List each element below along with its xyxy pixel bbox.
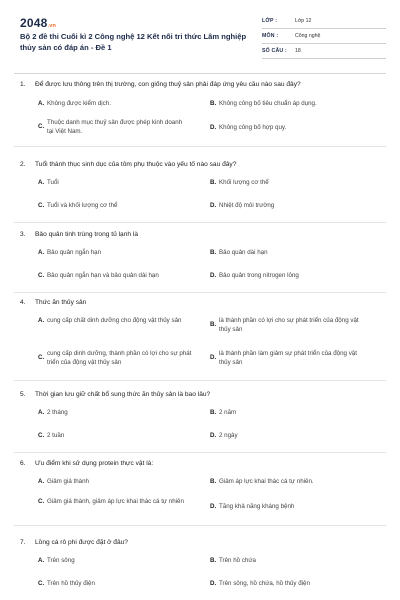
option-letter: C. [38,202,45,209]
document-header [14,10,386,70]
option-text: Không công bố tiêu chuẩn áp dụng. [219,100,317,107]
answer-option[interactable] [38,179,187,188]
answer-option[interactable] [210,124,359,133]
option-letter: A. [38,478,45,485]
header-divider [14,73,386,74]
logo-main: 2048 [20,16,48,30]
question-separator [14,146,386,147]
option-text: 2 năm [219,409,237,416]
answer-option[interactable] [210,350,369,367]
answer-option[interactable] [210,409,359,418]
option-letter: C. [38,272,45,279]
option-letter: B. [210,249,217,256]
option-text: Khối lượng cơ thể [219,179,269,186]
option-letter: C. [38,354,45,362]
answer-option[interactable] [38,432,187,441]
meta-value: Lớp 12 [295,18,312,24]
option-letter: B. [210,557,217,564]
option-letter: D. [210,580,217,587]
question-item [20,80,380,135]
option-text: Tăng khả năng kháng bệnh [219,503,295,510]
question-separator [14,452,386,453]
option-text: Tuổi và khối lượng cơ thể [47,202,118,209]
meta-row-class [262,14,386,29]
question-text: Lồng cá rô phi được đặt ở đâu? [35,539,128,546]
option-text: Giảm giá thành [47,478,89,485]
option-letter: B. [210,409,217,416]
question-number: 6. [20,460,26,467]
option-text: Giảm giá thành, giảm áp lực khai thác cá tự nhiên [47,498,184,505]
meta-row-subject [262,29,386,44]
option-letter: D. [210,202,217,209]
answer-option[interactable] [38,119,187,136]
option-text: Bảo quản dài hạn [219,249,268,256]
answer-option[interactable] [38,202,187,211]
option-text: cung cấp dinh dưỡng, thành phần có lợi cho sự phát triển của động vật thủy sản [47,350,192,366]
option-text: là thành phần có lợi cho sự phát triển của động vật thủy sản [219,317,359,333]
question-item [20,390,380,439]
question-item [20,459,380,510]
meta-label: LỚP : [262,18,278,24]
answer-option[interactable] [38,409,187,418]
answer-option[interactable] [210,317,369,334]
option-text: Trên sông [47,557,75,564]
answer-option[interactable] [38,350,197,367]
option-text: 2 ngày [219,432,238,439]
question-separator [14,380,386,381]
question-separator [14,525,386,526]
answer-option[interactable] [38,100,187,109]
option-letter: D. [210,272,217,279]
option-text: 2 tuần [47,432,65,439]
option-letter: D. [210,503,217,510]
answer-option[interactable] [38,557,187,566]
option-letter: A. [38,179,45,186]
answer-option[interactable] [210,580,379,589]
question-item [20,160,380,209]
option-text: Giảm áp lực khai thác cá tự nhiên. [219,478,314,485]
option-letter: C. [38,498,45,505]
question-item [20,538,380,587]
option-text: là thành phần làm giảm sự phát triển của động vật thủy sản [219,350,357,366]
option-letter: B. [210,100,217,107]
answer-option[interactable] [210,249,359,258]
question-text: Để được lưu thông trên thị trường, con giống thuỷ sản phải đáp ứng yêu cầu nào sau đây? [35,81,301,88]
option-text: Nhiệt độ môi trường [219,202,275,209]
option-letter: D. [210,432,217,439]
question-item [20,230,380,279]
option-text: Tuổi [47,179,59,186]
option-letter: C. [38,580,45,587]
answer-option[interactable] [38,317,187,326]
option-letter: A. [38,409,45,416]
option-letter: B. [210,321,217,329]
meta-value: 18 [295,48,301,54]
question-number: 1. [20,81,26,88]
answer-option[interactable] [38,478,187,487]
question-number: 7. [20,539,26,546]
question-text: Ưu điểm khi sử dụng protein thực vật là: [35,460,154,467]
question-text: Thời gian lưu giữ chất bổ sung thức ăn thủy sản là bao lâu? [35,391,211,398]
document-title: Bộ 2 đề thi Cuối kì 2 Công nghệ 12 Kết nối tri thức Lâm nghiệp thủy sản có đáp án - Đề 1 [20,32,247,52]
option-text: Không công bố hợp quy. [219,124,287,131]
answer-option[interactable] [210,100,359,109]
answer-option[interactable] [210,478,379,487]
answer-option[interactable] [210,557,359,566]
option-letter: B. [210,478,217,485]
option-text: Thuộc danh mục thuỷ sản được phép kinh doanh tại Việt Nam. [47,119,183,135]
answer-option[interactable] [38,272,212,281]
answer-option[interactable] [210,179,359,188]
meta-label: MÔN : [262,33,279,39]
option-letter: C. [38,432,45,439]
question-number: 5. [20,391,26,398]
option-letter: D. [210,124,217,131]
answer-option[interactable] [210,432,359,441]
question-number: 3. [20,231,26,238]
question-text: Tuổi thành thục sinh dục của tôm phụ thuộc vào yếu tố nào sau đây? [35,161,237,168]
question-separator [14,222,386,223]
option-text: 2 tháng [47,409,68,416]
answer-option[interactable] [210,503,359,512]
option-letter: A. [38,317,45,324]
meta-value: Công nghệ [295,33,321,39]
option-letter: C. [38,123,45,131]
option-text: Trên hồ chứa [219,557,256,564]
option-text: Bảo quản trong nitrogen lỏng [219,272,299,279]
option-text: Trên hồ thủy điện [47,580,95,587]
option-letter: A. [38,100,45,107]
option-letter: A. [38,557,45,564]
answer-option[interactable] [38,580,187,589]
site-logo[interactable] [20,16,56,30]
answer-option[interactable] [210,202,359,211]
exam-meta [262,14,386,59]
question-number: 4. [20,299,26,306]
option-text: cung cấp chất dinh dưỡng cho động vật thủy sản [47,317,182,324]
question-number: 2. [20,161,26,168]
question-item [20,298,380,366]
answer-option[interactable] [38,498,192,507]
option-letter: D. [210,354,217,362]
logo-suffix: .vn [47,23,57,29]
option-text: Bảo quản ngắn hạn và bảo quản dài hạn [47,272,159,279]
question-text: Bảo quản tinh trùng trong tủ lạnh là [35,231,139,238]
meta-row-count [262,44,386,59]
option-letter: B. [210,179,217,186]
answer-option[interactable] [210,272,359,281]
answer-option[interactable] [38,249,187,258]
option-letter: A. [38,249,45,256]
meta-label: SỐ CÂU : [262,48,287,54]
option-text: Bảo quản ngắn hạn [47,249,102,256]
question-separator [14,292,386,293]
question-text: Thức ăn thủy sản [35,299,87,306]
option-text: Không được kiểm dịch. [47,100,111,107]
option-text: Trên sông, hồ chứa, hồ thủy điện [219,580,310,587]
